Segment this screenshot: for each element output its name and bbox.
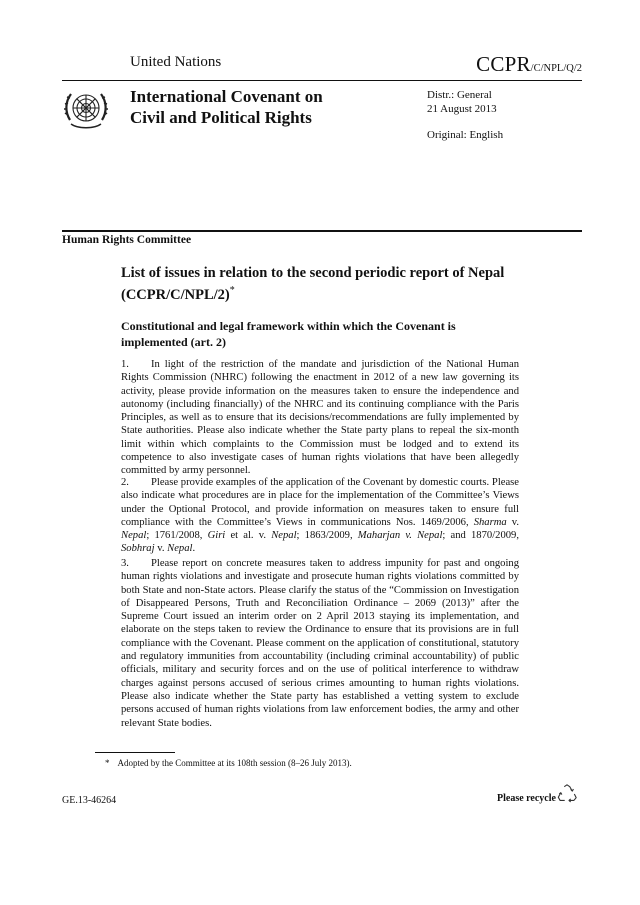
organization-name: United Nations [130,54,222,70]
un-emblem-icon [62,84,110,132]
document-symbol [476,52,582,77]
case-name: Nepal [167,543,193,555]
distribution: Distr.: General [427,89,492,101]
original-language: Original: English [427,129,504,141]
treaty-title-line2: Civil and Political Rights [130,108,312,127]
footnote [105,758,352,768]
paragraph-text: ; 1863/2009, [296,530,358,542]
symbol-main: CCPR [476,52,531,76]
case-name: Sobhraj [121,543,155,555]
recycle-icon [556,783,578,805]
paragraph-text: et al. v. [225,530,272,542]
paragraph-text: ; and 1870/2009, [442,530,519,542]
recycle-label: Please recycle [497,793,556,804]
job-number: GE.13-46264 [62,795,117,806]
treaty-title-line1: International Covenant on [130,87,323,106]
paragraph-text: v. [154,543,168,555]
paragraph-number: 3. [121,558,129,569]
paragraph-number: 2. [121,477,129,488]
document-title-text: List of issues in relation to the second periodic report of Nepal (CCPR/C/NPL/2) [121,265,505,303]
case-name: Nepal [271,530,297,542]
paragraph-text: v. [506,516,519,528]
paragraph-2 [121,476,519,556]
paragraph-number: 1. [121,359,129,370]
case-name: Maharjan v. Nepal [357,530,443,542]
footnote-rule [95,752,175,753]
document-title [121,264,521,304]
paragraph-text: . [192,543,196,555]
footnote-mark: * [105,758,110,768]
section-rule [62,230,582,232]
paragraph-text: ; 1761/2008, [146,530,208,542]
paragraph-1 [121,358,519,478]
section-heading: Constitutional and legal framework within which the Covenant is implemented (art. 2) [121,319,456,349]
paragraph-3 [121,557,519,730]
symbol-suffix: /C/NPL/Q/2 [530,63,582,74]
issue-date: 21 August 2013 [427,103,497,115]
treaty-title [130,86,323,128]
case-name: Sharma [473,516,507,528]
committee-name: Human Rights Committee [62,234,192,246]
case-name: Giri [207,530,226,542]
paragraph-text: Please report on concrete measures taken to address impunity for past and ongoing human rights violations and investigate and prosecute human rights violations committed by both State and non-State actors. Please clarify the status of the “Commission on Investigation of Disappeared Persons, Truth and Reconciliation Ordinance – 2069 (2013)” after the Supreme Court issued an interim order on 2 April 2013 staying its implementation, and elaborate on the steps taken to review the Ordinance to ensure that its provisions are in full compliance with the Covenant. Please comment on the application of constitutional, statutory and regulatory immunities from accountability (including criminal accountability) of public officials, military and security forces and on the use of political interference to withdraw charges against persons accused of serious crimes amounting to human rights violations. Please also indicate whether the State party has established a vetting system to exclude persons accused of human rights violations from law enforcement bodies, the army and other relevant State bodies. [121,558,519,729]
footnote-ref: * [229,285,235,296]
header-rule [62,80,582,81]
paragraph-text: In light of the restriction of the mandate and jurisdiction of the National Human Rights Commission (NHRC) following the enactment in 2012 of a new law governing its activity, please provide information on the measures taken to ensure the independence and autonomy (including financially) of the NHRC and its continuing compliance with the Paris Principles, as well as to ensure that its decisions/recommendations are fully implemented by State authorities. Please also indicate whether the State party plans to repeal the six-month limit within which complaints to the Commission must be lodged and to extend its competence to also investigate cases of human rights violations that have been allegedly committed by army personnel. [121,359,519,477]
distribution-info [427,88,503,142]
case-name: Nepal [121,530,147,542]
paragraph-text: Please provide examples of the application of the Covenant by domestic courts. Please also indicate what procedures are in place for the implementation of the Committee’s Views under the Optional Protocol, and provide information on measures taken to ensure full compliance with the Committee’s Views in communications Nos. 1469/2006, [121,477,519,528]
footnote-text: Adopted by the Committee at its 108th session (8–26 July 2013). [117,758,352,768]
